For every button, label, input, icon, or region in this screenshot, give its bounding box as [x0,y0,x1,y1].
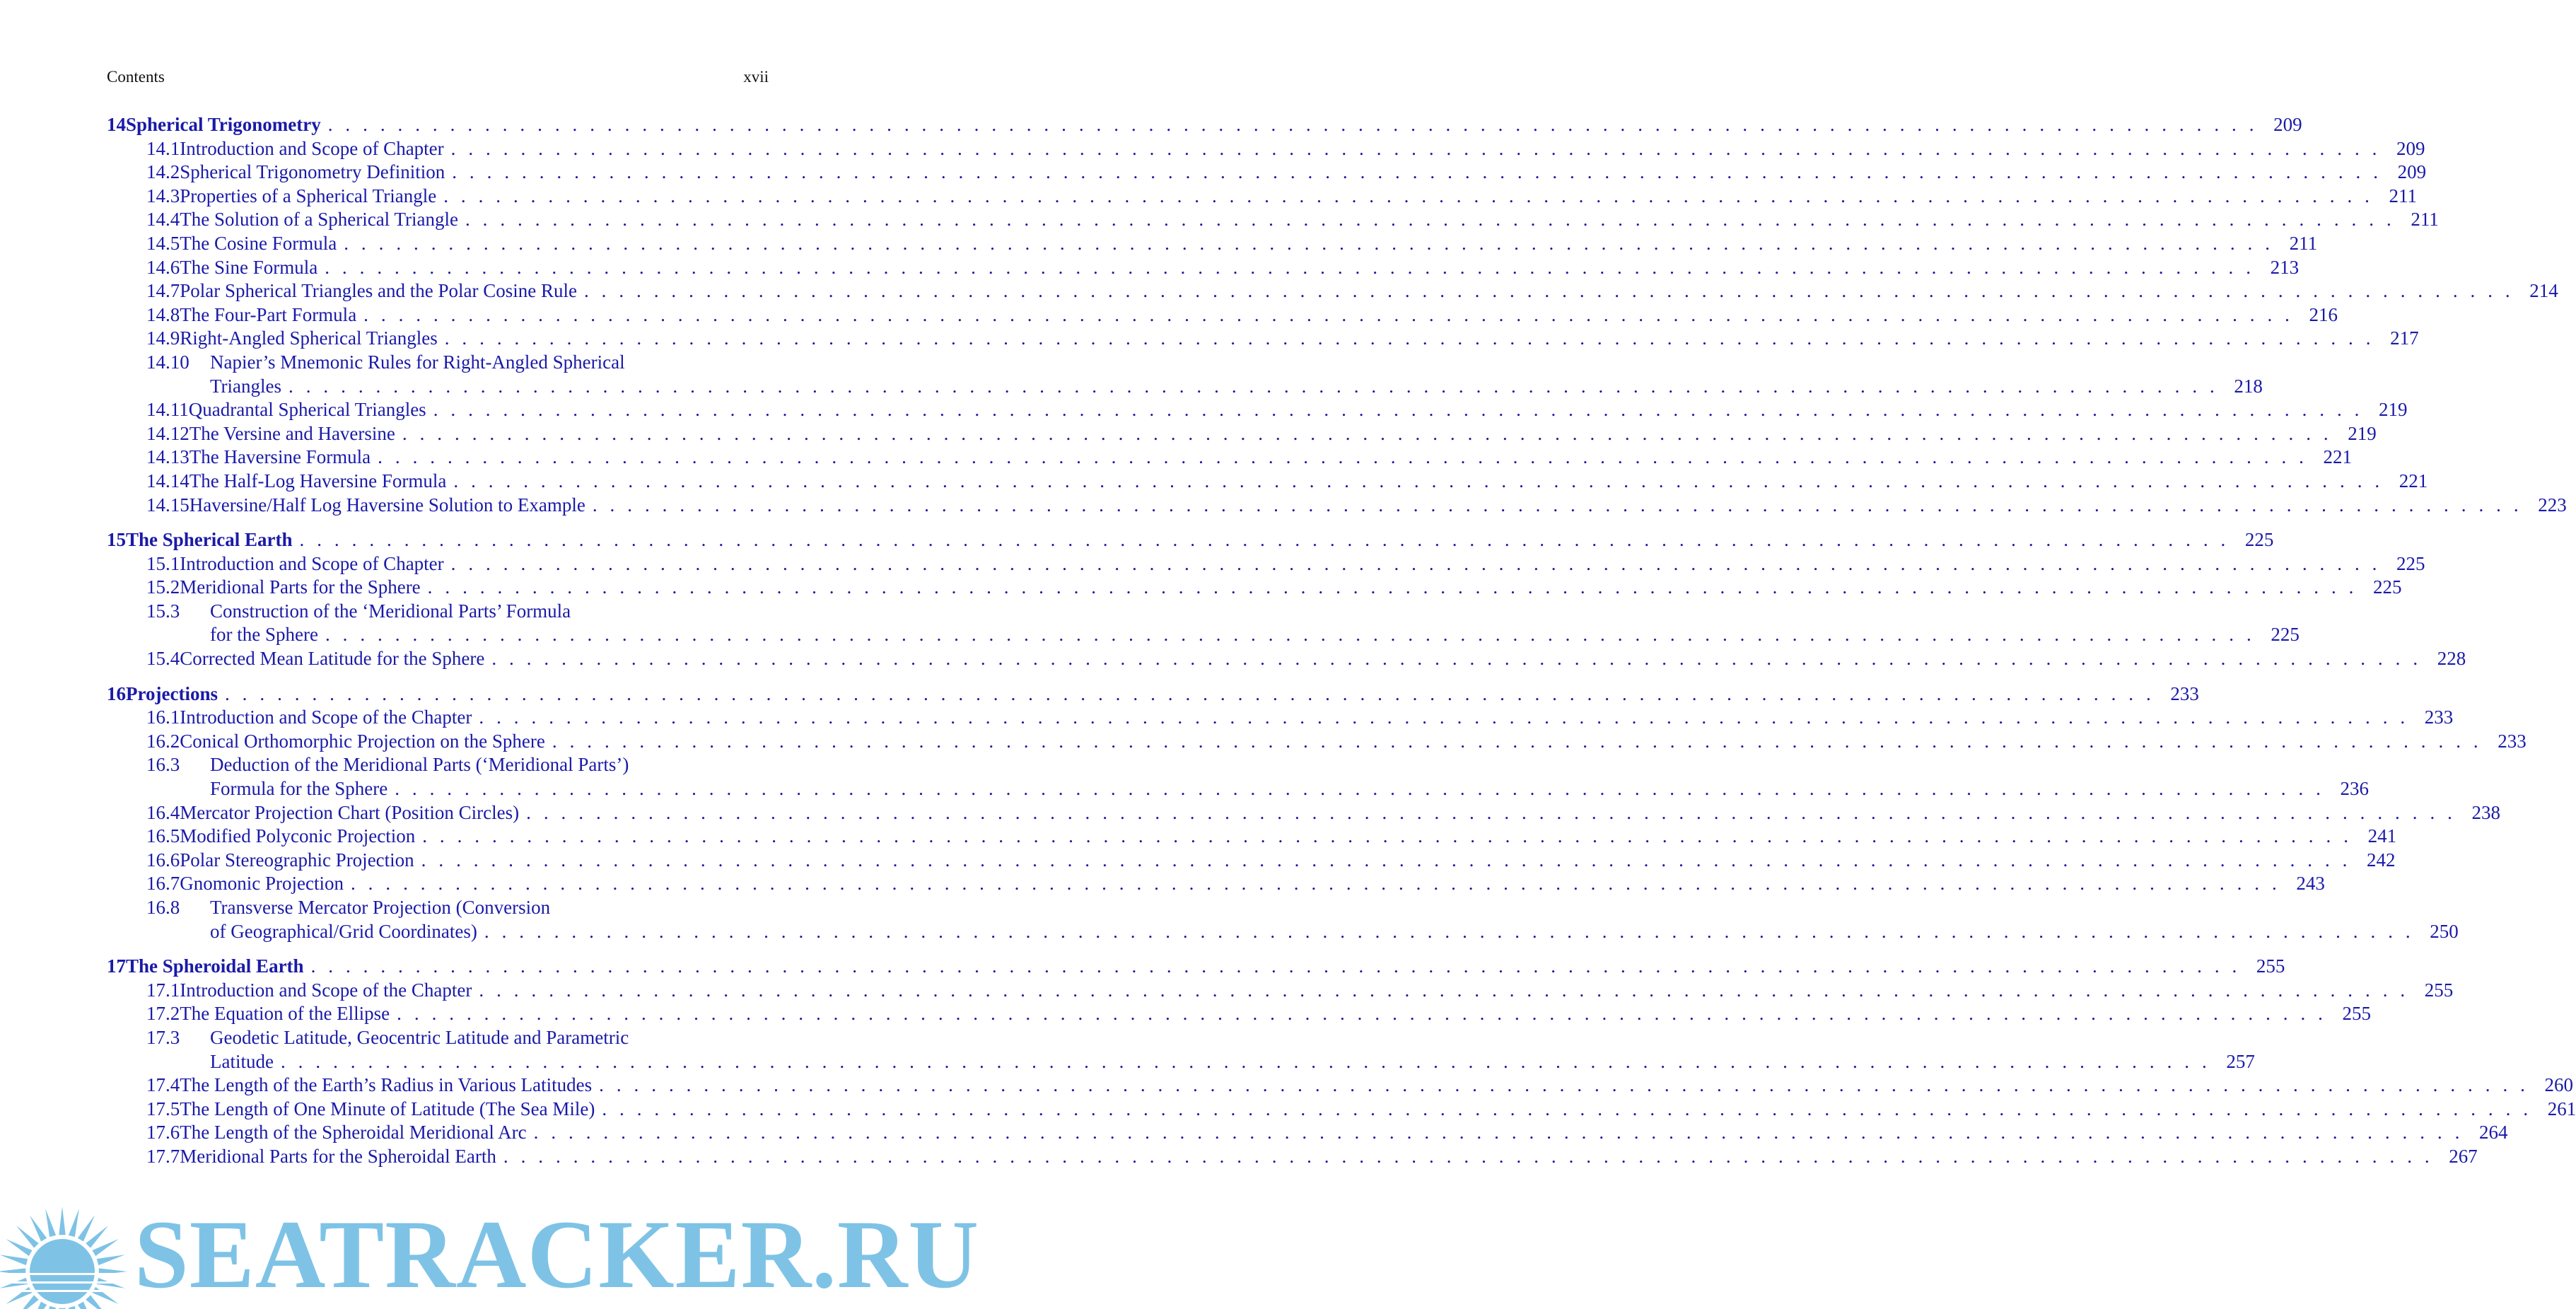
toc-section-entry[interactable] [107,1098,2576,1122]
sun-ray [45,1306,56,1309]
section-title-continued: of Geographical/Grid Coordinates) [210,920,477,942]
toc-section-entry[interactable] [107,753,769,777]
toc-section-entry[interactable] [107,351,769,375]
section-title: Meridional Parts for the Sphere [180,576,421,598]
section-title: Conical Orthomorphic Projection on the Sphere [180,730,545,752]
section-title: The Cosine Formula [180,232,337,254]
section-number: 17.2 [146,1003,180,1025]
section-title-continued: Triangles [210,375,282,397]
section-title: Modified Polyconic Projection [180,825,416,847]
page-number: 241 [2367,825,2397,847]
section-title: Quadrantal Spherical Triangles [188,399,426,421]
toc-chapter-entry[interactable] [107,528,2274,552]
page-number: 209 [2397,161,2427,183]
dot-leader [395,777,2324,801]
toc-section-entry[interactable] [107,730,2527,754]
dot-leader [363,303,2293,327]
section-number: 14.10 [146,351,190,373]
toc-section-entry[interactable] [107,872,2325,896]
section-number: 14.2 [146,161,180,183]
page-number: 267 [2449,1145,2478,1167]
page-number: 257 [2226,1050,2255,1072]
dot-leader [281,1050,2210,1074]
dot-leader [465,208,2395,232]
dot-leader [428,576,2358,600]
section-title: Polar Stereographic Projection [180,849,414,871]
section-title: Introduction and Scope of Chapter [180,137,444,159]
section-number: 16.2 [146,730,180,752]
chapter-15 [107,528,2466,671]
sun-ray [16,1226,39,1248]
page-number: 255 [2424,979,2454,1001]
toc-section-entry[interactable] [107,137,2425,161]
sun-ray [30,1215,47,1241]
toc-section-entry[interactable] [107,446,2353,470]
section-number: 16.7 [146,873,180,895]
section-number: 17.6 [146,1122,180,1144]
section-title: The Equation of the Ellipse [180,1003,390,1025]
dot-leader [328,113,2258,137]
section-number: 15.1 [146,552,180,574]
section-title: The Length of the Spheroidal Meridional Arc [180,1122,527,1144]
page-number: 264 [2478,1122,2508,1144]
section-number: 15.2 [146,576,180,598]
section-title: The Half-Log Haversine Formula [189,470,447,491]
toc-section-entry[interactable] [107,552,2425,576]
toc-section-entry[interactable] [107,470,2428,494]
dot-leader [593,494,2522,518]
sun-ray [86,1226,108,1248]
dot-leader [443,185,2373,209]
page-number: 219 [2348,422,2377,444]
section-title: Meridional Parts for the Spheroidal Earth [180,1145,496,1167]
page-number-roman: xvii [743,68,769,86]
page-number: 209 [2273,114,2302,135]
toc-section-entry[interactable] [107,979,2454,1003]
chapter-title: The Spherical Earth [126,529,293,551]
dot-leader [503,1145,2433,1169]
section-title: Properties of a Spherical Triangle [180,185,437,206]
section-title: Transverse Mercator Projection (Conversion [210,897,551,918]
section-title: Right-Angled Spherical Triangles [180,327,438,349]
section-number: 17.7 [146,1145,180,1167]
watermark-text: SEATRACKER.RU [134,1200,980,1308]
toc-section-entry[interactable] [107,849,2396,873]
dot-leader [351,872,2280,896]
dot-leader [325,256,2254,280]
section-number: 16.1 [146,706,180,728]
toc-section-entry-continued[interactable] [107,777,2370,801]
toc-section-entry[interactable] [107,232,2318,256]
page-number: 238 [2471,801,2501,823]
toc-section-entry[interactable] [107,398,2408,422]
section-number: 14.8 [146,303,180,325]
page-number: 242 [2367,849,2396,871]
sun-ray [93,1287,119,1304]
toc-section-entry[interactable] [107,303,2338,327]
dot-leader [344,232,2273,256]
dot-leader [534,1121,2464,1145]
dot-leader [452,161,2382,185]
page-number: 255 [2342,1003,2372,1025]
dot-leader [225,682,2155,706]
section-number: 15.4 [146,648,180,670]
page-number: 236 [2340,778,2370,800]
section-title: Polar Spherical Triangles and the Polar Cosine Rule [180,280,577,302]
page-number: 225 [2271,624,2300,646]
page-number: 216 [2309,303,2338,325]
section-number: 14.5 [146,232,180,254]
dot-leader [552,730,2482,754]
toc-section-entry[interactable] [107,896,769,920]
section-title: Introduction and Scope of the Chapter [180,979,472,1001]
sun-ray [0,1255,28,1265]
sun-ray [97,1255,125,1265]
dot-leader [325,623,2255,647]
toc-section-entry[interactable] [107,1145,2478,1169]
sun-ray [69,1209,79,1237]
page-number: 211 [2289,232,2318,254]
dot-leader [526,801,2456,825]
toc-section-entry[interactable] [107,825,2397,849]
section-number: 14.12 [146,422,190,444]
dot-leader [300,528,2230,552]
dot-leader [445,327,2374,351]
dot-leader [491,647,2421,671]
toc-section-entry[interactable] [107,422,2377,446]
dot-leader [402,422,2332,446]
chapter-14 [107,113,2567,517]
section-number: 17.1 [146,979,180,1001]
section-number: 16.4 [146,801,180,823]
toc-section-entry[interactable] [107,256,2300,280]
dot-leader [451,137,2381,161]
toc-section-entry[interactable] [107,161,2427,185]
page-number: 233 [2170,682,2199,704]
page-number: 211 [2389,185,2418,206]
section-title: The Length of the Earth’s Radius in Various Latitudes [180,1074,593,1096]
section-number: 14.13 [146,446,190,468]
dot-leader [289,375,2218,399]
toc-section-entry[interactable] [107,647,2466,671]
page-number: 214 [2529,280,2558,302]
toc-section-entry[interactable] [107,1121,2508,1145]
section-number: 14.9 [146,327,180,349]
page-number: 221 [2399,470,2428,491]
sun-ray [69,1306,79,1309]
sun-ray [45,1209,56,1237]
section-number: 14.14 [146,470,190,491]
page-number: 219 [2379,399,2408,421]
chapter-title: Projections [126,682,218,704]
section-title: Geodetic Latitude, Geocentric Latitude and Parametric [210,1026,629,1048]
page-number: 218 [2234,375,2263,397]
sun-ray [78,1215,95,1241]
page-number: 213 [2270,256,2300,278]
section-number: 14.15 [146,494,190,516]
section-number: 14.7 [146,280,180,302]
toc-chapter-entry[interactable] [107,682,2199,706]
chapter-title: The Spheroidal Earth [126,955,304,977]
section-title: Introduction and Scope of the Chapter [180,706,472,728]
toc-section-entry[interactable] [107,327,2419,351]
toc-section-entry[interactable] [107,706,2454,730]
toc-section-entry[interactable] [107,600,769,624]
page-number: 221 [2323,446,2353,468]
section-number: 16.8 [146,897,180,918]
page-number: 225 [2396,552,2425,574]
running-head-title: Contents [107,68,165,86]
page-number: 225 [2244,529,2274,551]
toc-section-entry[interactable] [107,279,2558,303]
page-number: 250 [2430,920,2459,942]
toc-section-entry-continued[interactable] [107,1050,2255,1074]
toc-section-entry[interactable] [107,576,2402,600]
page-number: 225 [2373,576,2402,598]
section-number: 14.6 [146,256,180,278]
section-title: The Four-Part Formula [180,303,357,325]
dot-leader [484,920,2414,944]
sun-ray [6,1287,32,1304]
section-title: The Length of One Minute of Latitude (The Sea Mile) [180,1098,595,1119]
dot-leader [433,398,2363,422]
page-number: 211 [2411,209,2439,231]
dot-leader [397,1002,2326,1026]
page-number: 233 [2498,730,2527,752]
page-number: 209 [2396,137,2425,159]
page-number: 261 [2547,1098,2576,1119]
dot-leader [421,849,2351,873]
page-number: 233 [2424,706,2454,728]
section-title: Deduction of the Meridional Parts (‘Meridional Parts’) [210,754,629,776]
section-number: 17.5 [146,1098,180,1119]
running-head [107,68,769,86]
section-title: Mercator Projection Chart (Position Circles) [180,801,520,823]
toc-section-entry[interactable] [107,208,2439,232]
dot-leader [378,446,2307,470]
toc-section-entry-continued[interactable] [107,375,2263,399]
page-number: 228 [2437,648,2466,670]
table-of-contents [107,113,2576,1180]
section-title: Introduction and Scope of Chapter [180,552,444,574]
toc-section-entry[interactable] [107,1074,2573,1098]
chapter-number: 15 [107,529,126,551]
section-title: Napier’s Mnemonic Rules for Right-Angled Spherical [210,351,625,373]
dot-leader [479,706,2408,730]
section-number: 16.3 [146,754,180,776]
chapter-number: 16 [107,682,126,704]
section-title: Construction of the ‘Meridional Parts’ Formula [210,600,571,622]
section-number: 17.3 [146,1026,180,1048]
section-title: Corrected Mean Latitude for the Sphere [180,648,485,670]
toc-section-entry[interactable] [107,494,2567,518]
toc-section-entry-continued[interactable] [107,920,2459,944]
sun-ray [6,1239,32,1256]
toc-section-entry[interactable] [107,801,2501,825]
section-title: The Sine Formula [180,256,318,278]
dot-leader [453,470,2383,494]
chapter-17 [107,955,2576,1168]
section-title: Gnomonic Projection [180,873,344,895]
section-title: Spherical Trigonometry Definition [180,161,445,183]
toc-section-entry[interactable] [107,1002,2372,1026]
toc-chapter-entry[interactable] [107,955,2285,979]
chapter-title: Spherical Trigonometry [126,114,321,135]
sun-ray [93,1239,119,1256]
section-number: 17.4 [146,1074,180,1096]
page-number: 223 [2538,494,2567,516]
dot-leader [602,1098,2531,1122]
dot-leader [422,825,2352,849]
toc-section-entry-continued[interactable] [107,623,2300,647]
toc-section-entry[interactable] [107,185,2418,209]
chapter-number: 17 [107,955,126,977]
toc-section-entry[interactable] [107,1026,769,1050]
section-title-continued: Latitude [210,1050,274,1072]
dot-leader [479,979,2408,1003]
section-title-continued: for the Sphere [210,624,318,646]
section-title: The Solution of a Spherical Triangle [180,209,458,231]
section-title: The Haversine Formula [189,446,371,468]
chapter-number: 14 [107,114,126,135]
section-number: 14.11 [146,399,189,421]
section-title: The Versine and Haversine [189,422,395,444]
dot-leader [599,1074,2529,1098]
section-number: 16.6 [146,849,180,871]
page-number: 255 [2256,955,2285,977]
dot-leader [311,955,2241,979]
section-title-continued: Formula for the Sphere [210,778,388,800]
page-number: 217 [2390,327,2419,349]
sun-ray [59,1206,65,1235]
section-number: 14.4 [146,209,180,231]
chapter-16 [107,682,2527,944]
page-number: 260 [2544,1074,2573,1096]
section-number: 16.5 [146,825,180,847]
page-number: 243 [2296,873,2325,895]
dot-leader [584,279,2514,303]
toc-chapter-entry[interactable] [107,113,2302,137]
dot-leader [451,552,2381,576]
section-title: Haversine/Half Log Haversine Solution to Example [189,494,585,516]
section-number: 14.1 [146,137,180,159]
section-number: 14.3 [146,185,180,206]
section-number: 15.3 [146,600,180,622]
